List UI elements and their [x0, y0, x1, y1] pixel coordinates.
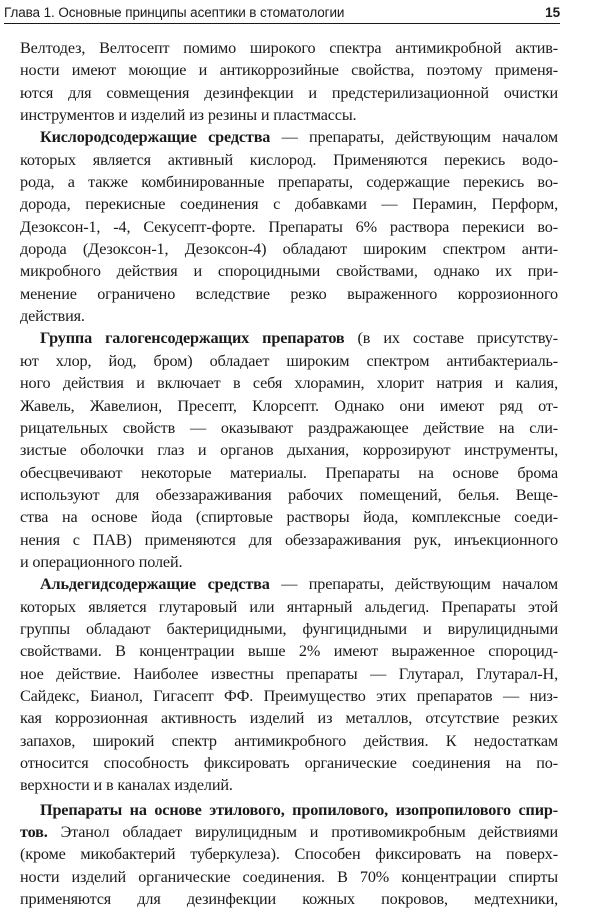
header-rule	[4, 23, 560, 24]
text-line: относится способность фиксировать органические соединения на по-	[20, 754, 558, 772]
text-line: ности имеют моющие и антикоррозийные свойства, поэтому применя-	[20, 61, 558, 80]
text-line: менение ограничено вследствие резко выраженного коррозионного	[20, 284, 558, 303]
text-line: обесцвечивают некоторые материалы. Препараты на основе брома	[20, 463, 558, 482]
text-line: ного действия и включает в себя хлорамин, хлорит натрия и калия,	[20, 374, 558, 393]
paragraph	[20, 799, 558, 910]
text-line: нения с ПАВ) применяются для обеззараживания рук, инъекционного	[20, 530, 558, 549]
page-number: 15	[545, 5, 560, 20]
text-line: инструментов и изделий из резины и пластмассы.	[20, 106, 357, 125]
text-line: кая коррозионная активность изделий из металлов, отсутствие резких	[20, 709, 558, 728]
text-line: которых является глутаровый или янтарный альдегид. Препараты этой	[20, 597, 558, 616]
text-line: применяются для дезинфекции кожных покровов, медтехники,	[20, 890, 558, 909]
text-line: дорода, перекисные соединения с добавками — Перамин, Перформ,	[20, 195, 558, 214]
text-line: зистые оболочки глаз и органов дыхания, коррозируют инструменты,	[20, 441, 558, 460]
text-line: дорода (Дезоксон-1, Дезоксон-4) обладают широким спектром анти-	[20, 240, 558, 259]
text-line: ют хлор, йод, бром) обладает широким спектром антибактериаль-	[20, 351, 558, 370]
text-line: свойствами. В концентрации выше 2% имеют выраженное спороцид-	[20, 642, 558, 661]
text-line: (кроме микобактерий туберкулеза). Способен фиксировать на поверх-	[20, 845, 558, 864]
text-line: Альдегидсодержащие средства — препараты, действующим началом	[40, 575, 558, 594]
text-line: тов. Этанол обладает вирулицидным и противомикробным действиями	[20, 823, 558, 842]
text-line: Жавель, Жавелион, Пресепт, Клорсепт. Однако они имеют ряд от-	[20, 396, 558, 415]
text-line: Велтодез, Велтосепт помимо широкого спектра антимикробной актив-	[20, 39, 558, 57]
text-line: рода, а также комбинированные препараты, содержащие перекись во-	[20, 173, 558, 192]
text-line: рицательных свойств — оказывают раздражающее действие на сли-	[20, 418, 558, 437]
text-line: Группа галогенсодержащих препаратов (в их составе присутству-	[40, 329, 558, 348]
term-heading: Кислородсодержащие средства	[40, 128, 271, 147]
text-line: микробного действия и спороцидными свойствами, однако их при-	[20, 262, 558, 281]
term-heading: Группа галогенсодержащих препаратов	[40, 329, 345, 348]
text-line: Дезоксон-1, -4, Секусепт-форте. Препараты 6% раствора перекиси во-	[20, 217, 558, 236]
text-line: и операционного полей.	[20, 552, 183, 571]
term-heading: тов.	[20, 823, 48, 842]
text-line: верхности и в каналах изделий.	[20, 776, 233, 795]
text-line: ства на основе йода (спиртовые растворы йода, комплексные соеди-	[20, 508, 558, 527]
body-text	[20, 37, 558, 910]
text-line: ное действие. Наиболее известны препараты — Глутарал, Глутарал-Н,	[20, 664, 558, 683]
text-line: ются для совмещения дезинфекции и предстерилизационной очистки	[20, 83, 558, 102]
paragraph	[20, 327, 558, 573]
term-heading: Препараты на основе этилового, пропилового, изопропилового спир-	[40, 800, 558, 819]
chapter-title: Глава 1. Основные принципы асептики в стоматологии	[4, 5, 345, 20]
text-line: Сайдекс, Бианол, Гигасепт ФФ. Преимущество этих препаратов — низ-	[20, 686, 558, 705]
paragraph	[20, 573, 558, 796]
text-line: группы обладают бактерицидными, фунгицидными и вирулицидными	[20, 619, 558, 638]
paragraph	[20, 37, 558, 126]
paragraph	[20, 126, 558, 327]
text-line: которых является активный кислород. Применяются перекись водо-	[20, 150, 558, 169]
text-line	[20, 799, 558, 821]
text-line: Кислородсодержащие средства — препараты, действующим началом	[40, 128, 558, 147]
running-header	[4, 3, 560, 23]
text-line: запахов, широкий спектр антимикробного действия. К недостаткам	[20, 731, 558, 750]
text-line: используют для обеззараживания рабочих помещений, белья. Веще-	[20, 485, 558, 504]
text-line: ности изделий органические соединения. В 70% концентрации спирты	[20, 867, 558, 886]
term-heading: Альдегидсодержащие средства	[40, 575, 270, 594]
text-line: действия.	[20, 307, 85, 326]
